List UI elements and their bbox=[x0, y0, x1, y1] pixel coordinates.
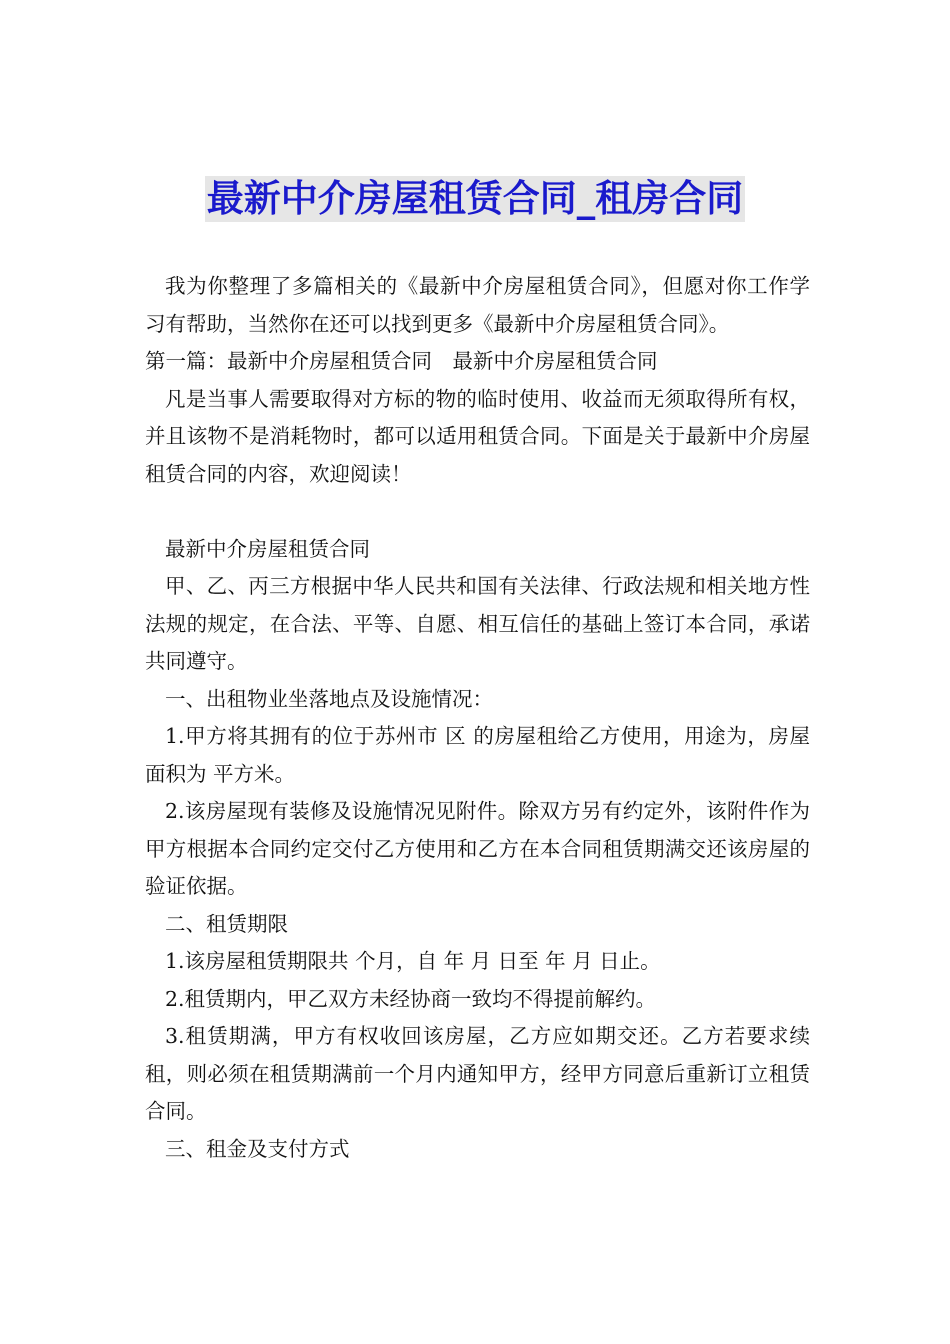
contract-preamble: 甲、乙、丙三方根据中华人民共和国有关法律、行政法规和相关地方性法规的规定，在合法、平等、自愿、相互信任的基础上签订本合同，承诺共同遵守。 bbox=[145, 574, 810, 673]
clause-2-3: 3.租赁期满，甲方有权收回该房屋，乙方应如期交还。乙方若要求续租，则必须在租赁期满前一个月内通知甲方，经甲方同意后重新订立租赁合同。 bbox=[145, 1024, 810, 1123]
clause-heading-2: 二、租赁期限 bbox=[165, 911, 288, 936]
contract-title: 最新中介房屋租赁合同 bbox=[165, 536, 370, 561]
clause-2-2: 2.租赁期内，甲乙双方未经协商一致均不得提前解约。 bbox=[165, 986, 657, 1011]
document-title: 最新中介房屋租赁合同_租房合同 bbox=[206, 177, 744, 220]
blank-line bbox=[145, 493, 810, 531]
title-container bbox=[0, 176, 950, 222]
clause-heading-3: 三、租金及支付方式 bbox=[165, 1136, 350, 1161]
lead-paragraph: 凡是当事人需要取得对方标的物的临时使用、收益而无须取得所有权，并且该物不是消耗物时，都可以适用租赁合同。下面是关于最新中介房屋租赁合同的内容，欢迎阅读！ bbox=[145, 386, 810, 486]
clause-1-2: 2.该房屋现有装修及设施情况见附件。除双方另有约定外，该附件作为甲方根据本合同约定交付乙方使用和乙方在本合同租赁期满交还该房屋的验证依据。 bbox=[145, 799, 810, 898]
section-heading-first-chapter: 第一篇：最新中介房屋租赁合同 最新中介房屋租赁合同 bbox=[145, 349, 658, 373]
document-body bbox=[145, 268, 810, 1168]
clause-2-1: 1.该房屋租赁期限共 个月，自 年 月 日至 年 月 日止。 bbox=[165, 949, 661, 973]
clause-heading-1: 一、出租物业坐落地点及设施情况： bbox=[165, 686, 493, 711]
intro-paragraph: 我为你整理了多篇相关的《最新中介房屋租赁合同》，但愿对你工作学习有帮助，当然你在还可以找到更多《最新中介房屋租赁合同》。 bbox=[145, 274, 810, 336]
clause-1-1: 1.甲方将其拥有的位于苏州市 区 的房屋租给乙方使用，用途为，房屋面积为 平方米。 bbox=[145, 724, 810, 786]
